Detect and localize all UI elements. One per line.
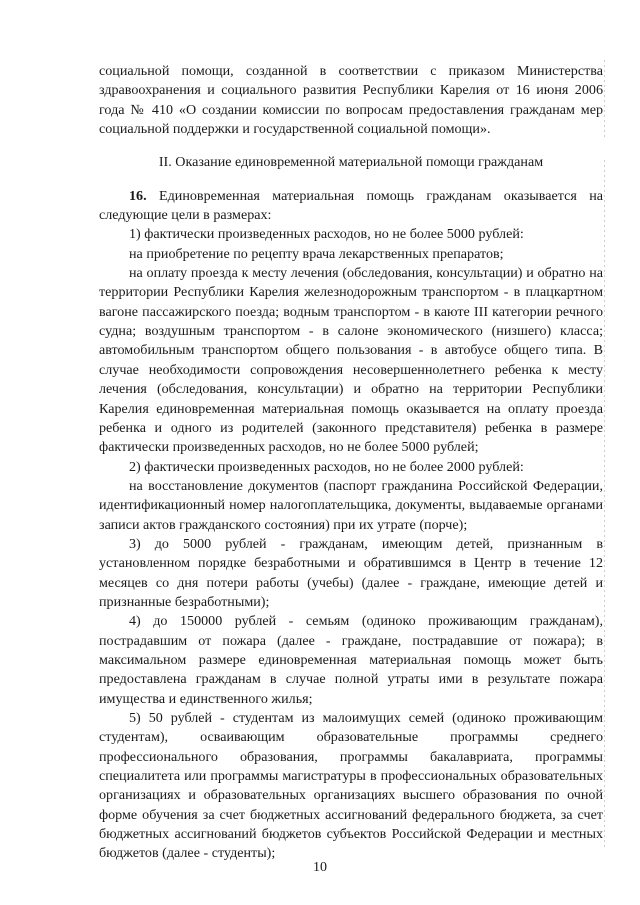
section-heading: II. Оказание единовременной материальной помощи гражданам — [158, 154, 544, 171]
document-body — [99, 62, 603, 864]
list-item-1-medicines: на приобретение по рецепту врача лекарственных препаратов; — [129, 245, 504, 262]
list-item-4: 4) до 150000 рублей - семьям (одиноко проживающим гражданам), пострадавшим от пожара (далее - граждане, пострадавшие от пожара); в максимальном размере единовременная материальная помощь может быть предоставлена гражданам в случае полной утраты ими в результате пожара имущества и единственного жилья; — [99, 613, 603, 707]
scan-margin-artifact — [604, 60, 605, 140]
scan-margin-artifact — [604, 160, 605, 850]
list-item-3: 3) до 5000 рублей - гражданам, имеющим детей, признанным в установленном порядке безработными и обратившимся в Центр в течение 12 месяцев со дня потери работы (учебы) (далее - граждане, имеющие детей и признанные безработными); — [99, 535, 603, 610]
list-item-1: 1) фактически произведенных расходов, но не более 5000 рублей: — [129, 226, 524, 243]
list-item-2-documents: на восстановление документов (паспорт гражданина Российской Федерации, идентификационный номер налогоплательщика, документы, выдаваемые органами записи актов гражданского состояния) при их утрате (порче); — [99, 477, 603, 533]
list-item-1-travel: на оплату проезда к месту лечения (обследования, консультации) и обратно на территории Республики Карелия железнодорожным транспортом - в плацкартном вагоне пассажирского поезда; водным транспортом - в каюте III категории речного судна; воздушным транспортом - в салоне экономического (низшего) класса; автомобильным транспортом общего пользования - в автобусе общего типа. В случае необходимости сопровождения несовершеннолетнего ребенка к месту лечения (обследования, консультации) и обратно на территории Республики Карелия единовременная материальная помощь оказывается на оплату проезда ребенка и одного из родителей (законного представителя) ребенка в размере фактически произведенных расходов, но не более 5000 рублей; — [99, 265, 603, 456]
list-item-2: 2) фактически произведенных расходов, но не более 2000 рублей: — [129, 458, 524, 475]
intro-paragraph: социальной помощи, созданной в соответствии с приказом Министерства здравоохранения и социального развития Республики Карелия от 16 июня 2006 года № 410 «О создании комиссии по вопросам предоставления гражданам мер социальной поддержки и государственной социальной помощи». — [99, 63, 603, 138]
paragraph-16-text: Единовременная материальная помощь гражданам оказывается на следующие цели в размерах: — [99, 187, 603, 224]
page-number: 10 — [313, 860, 327, 875]
list-item-5: 5) 50 рублей - студентам из малоимущих семей (одиноко проживающим студентам), осваивающим образовательные программы среднего профессионального образования, программы бакалавриата, программы специалитета или программы магистратуры в профессиональных образовательных организациях и образовательных организациях высшего образования по очной форме обучения за счет бюджетных ассигнований федерального бюджета, за счет бюджетных ассигнований бюджетов субъектов Российской Федерации и местных бюджетов (далее - студенты); — [99, 710, 603, 862]
paragraph-16 — [99, 187, 603, 226]
paragraph-number: 16. — [129, 187, 147, 204]
